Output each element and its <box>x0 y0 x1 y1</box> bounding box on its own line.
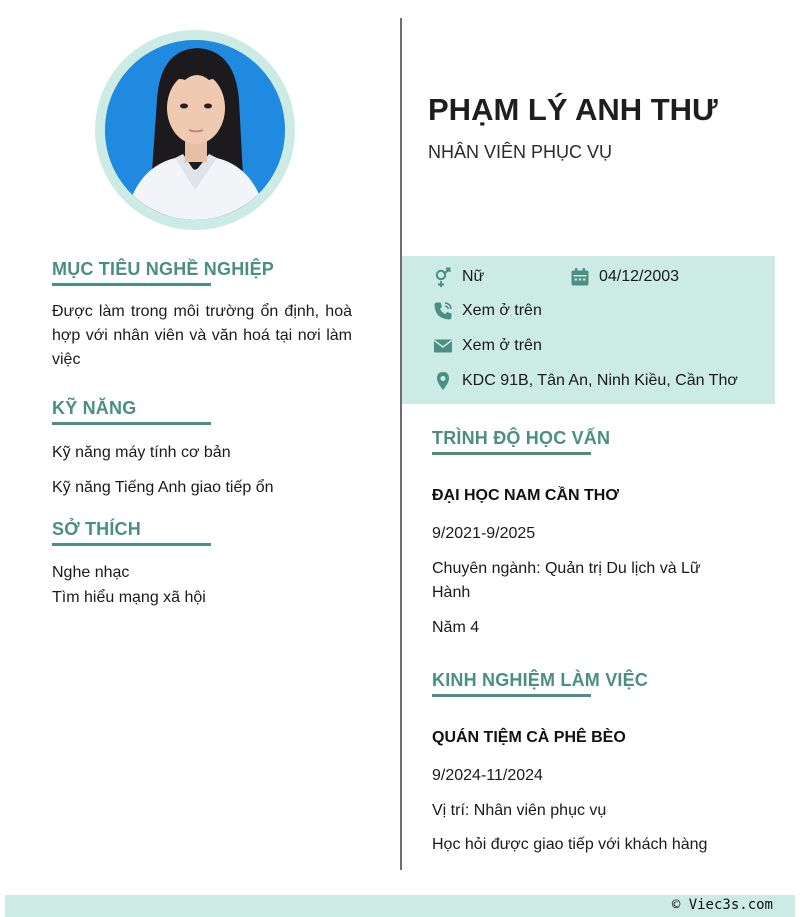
avatar <box>105 40 285 220</box>
avatar-frame <box>95 30 295 230</box>
contact-address <box>432 370 738 392</box>
gender-icon <box>432 266 454 288</box>
section-underline-hobbies <box>52 543 211 546</box>
section-underline-education <box>432 452 591 455</box>
section-title-skills: KỸ NĂNG <box>52 398 137 418</box>
mail-icon <box>432 335 454 357</box>
location-pin-icon <box>432 370 454 392</box>
section-title-education: TRÌNH ĐỘ HỌC VẤN <box>432 428 611 448</box>
contact-gender <box>432 266 484 288</box>
footer-credit[interactable]: © Viec3s.com <box>671 897 773 913</box>
section-underline-objective <box>52 283 211 286</box>
phone-icon <box>432 300 454 322</box>
birthday-value: 04/12/2003 <box>599 268 680 285</box>
education-period: 9/2021-9/2025 <box>432 525 536 542</box>
section-underline-skills <box>52 422 211 425</box>
address-value: KDC 91B, Tân An, Ninh Kiều, Cần Thơ <box>462 372 738 389</box>
contact-birthday <box>569 266 679 288</box>
candidate-job-title: NHÂN VIÊN PHỤC VỤ <box>428 142 613 162</box>
skill-item: Kỹ năng máy tính cơ bản <box>52 444 231 461</box>
experience-position: Vị trí: Nhân viên phục vụ <box>432 802 607 819</box>
skill-item: Kỹ năng Tiếng Anh giao tiếp ổn <box>52 479 274 496</box>
contact-email <box>432 335 542 357</box>
column-divider <box>400 18 402 870</box>
candidate-name: PHẠM LÝ ANH THƯ <box>428 92 718 127</box>
objective-text: Được làm trong môi trường ổn định, hoà hợp với nhân viên và văn hoá tại nơi làm việc <box>52 303 352 368</box>
email-value: Xem ở trên <box>462 337 542 354</box>
calendar-icon <box>569 266 591 288</box>
phone-value: Xem ở trên <box>462 302 542 319</box>
contact-phone <box>432 300 542 322</box>
education-school: ĐẠI HỌC NAM CẦN THƠ <box>432 487 619 504</box>
portrait-photo <box>105 40 285 220</box>
section-title-experience: KINH NGHIỆM LÀM VIỆC <box>432 670 649 690</box>
section-underline-experience <box>432 694 591 697</box>
section-title-objective: MỤC TIÊU NGHỀ NGHIỆP <box>52 259 275 279</box>
hobby-item: Nghe nhạc <box>52 564 130 581</box>
contact-panel <box>402 256 775 404</box>
section-title-hobbies: SỞ THÍCH <box>52 519 141 539</box>
experience-period: 9/2024-11/2024 <box>432 767 543 784</box>
education-year: Năm 4 <box>432 619 480 636</box>
experience-company: QUÁN TIỆM CÀ PHÊ BÈO <box>432 729 626 746</box>
footer-bar <box>5 895 795 917</box>
experience-description: Học hỏi được giao tiếp với khách hàng <box>432 836 708 853</box>
gender-value: Nữ <box>462 268 485 285</box>
hobby-item: Tìm hiểu mạng xã hội <box>52 589 206 606</box>
education-major: Chuyên ngành: Quản trị Du lịch và Lữ Hành <box>432 560 701 601</box>
